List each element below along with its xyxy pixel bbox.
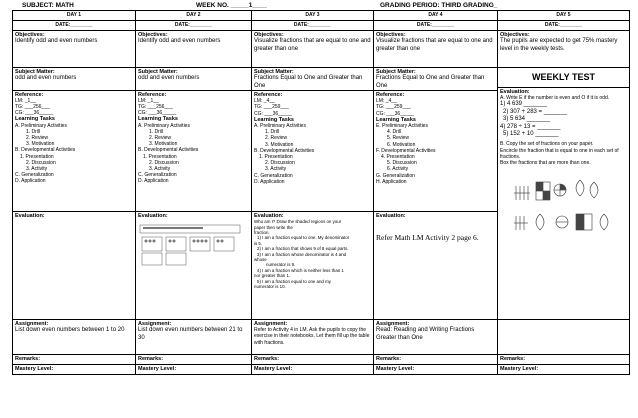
eval-item: 5) 152 + 10 _______: [503, 131, 559, 138]
evaluation-line: fraction.: [254, 230, 270, 236]
assignment-row: [13, 320, 630, 355]
subject-matter-label: Subject Matter:: [376, 69, 416, 75]
reference-lm: LM: _1__: [138, 97, 159, 104]
task-item: 1. Presentation: [259, 154, 293, 161]
evaluation-label: Evaluation:: [15, 213, 45, 219]
evaluation-line: numerator is 10.: [254, 284, 286, 290]
subject-matter-text: odd and even numbers: [138, 75, 200, 82]
evaluation-line: 2) I am a fraction that shows 9 of 8 equal parts.: [257, 246, 349, 252]
objectives-row: [13, 31, 630, 68]
eval-item: 1) 4 639 _______: [500, 101, 548, 108]
reference-tg: TG: ___259___: [254, 104, 289, 111]
day-4-assignment: [374, 320, 498, 355]
day-1-content: [13, 68, 136, 212]
fraction-exercise-image: [500, 170, 624, 242]
remarks-label: Remarks:: [15, 356, 41, 362]
day-2-heading: DAY 2: [136, 11, 252, 21]
reference-lm: LM: _1__: [15, 97, 36, 104]
task-item: E. Preliminary Activities: [376, 123, 428, 130]
content-row: [13, 68, 630, 212]
day-3-date: DATE:________: [252, 21, 374, 31]
learning-tasks-label: Learning Tasks: [138, 116, 178, 123]
evaluation-line: numerator is 9.: [266, 262, 296, 268]
reference-lm: LM: _4__: [376, 98, 397, 105]
task-item: 2. Review: [265, 135, 287, 142]
task-item: 1. Presentation: [143, 153, 177, 160]
reference-lm: LM: _4__: [254, 98, 275, 105]
task-item: 3. Activity: [26, 166, 48, 173]
objectives-text: The pupils are expected to get 75% mastery level in the weekly tests.: [500, 38, 618, 52]
task-item: B. Developmental Activities: [138, 147, 199, 154]
assignment-label: Assignment:: [138, 321, 172, 327]
day-row: [13, 11, 630, 21]
objectives-label: Objectives:: [500, 32, 530, 38]
day-1-date: DATE:________: [13, 21, 136, 31]
assignment-text: List down even numbers between 21 to 30: [138, 327, 243, 341]
subject-matter-label: Subject Matter:: [254, 69, 294, 75]
evaluation-note: Refer Math LM Activity 2 page 6.: [376, 233, 479, 243]
day-3-objectives: [252, 31, 374, 68]
task-item: D. Application: [254, 178, 285, 185]
reference-cg: CG: ___36_____: [138, 110, 177, 117]
day-3-assignment: [252, 320, 374, 355]
objectives-text: Visualize fractions that are equal to one and greater than one: [254, 38, 371, 52]
eval-instruction-b2: Encircle the fraction that is equal to one in each set of fractions.: [500, 147, 619, 160]
task-item: H. Application: [376, 178, 407, 185]
mastery-label: Mastery Level:: [138, 366, 177, 372]
evaluation-line: 4) I am a fraction which is neither less than 1: [257, 267, 344, 273]
task-item: B. Developmental Activities: [15, 147, 76, 154]
day-4-heading: DAY 4: [374, 11, 498, 21]
reference-label: Reference:: [136, 90, 251, 98]
day-5-heading: DAY 5: [498, 11, 630, 21]
mastery-row: [13, 365, 630, 375]
remarks-label: Remarks:: [500, 356, 526, 362]
remarks-label: Remarks:: [138, 356, 164, 362]
subject-matter-label: Subject Matter:: [138, 69, 178, 75]
eval-item: 2) 307 + 283 = _______: [503, 108, 568, 115]
subject-matter-text: Fractions Equal to One and Greater than One: [254, 75, 363, 89]
day-5-date: DATE:________: [498, 21, 630, 31]
grading-header: GRADING PERIOD: THIRD GRADING_: [380, 2, 498, 9]
remarks-label: Remarks:: [254, 356, 280, 362]
odd-even-worksheet-image: [138, 223, 248, 267]
task-item: 4. Presentation: [381, 154, 415, 161]
day-2-remarks: [136, 355, 252, 365]
task-item: 2. Discussion: [265, 160, 295, 167]
evaluation-line: nor greater than 1.: [254, 273, 291, 279]
objectives-text: Identify odd and even numbers: [138, 38, 221, 45]
day-3-evaluation: [252, 212, 374, 320]
reference-tg: TG: ___256___: [15, 104, 50, 111]
evaluation-label: Evaluation:: [138, 213, 168, 219]
task-item: 1. Drill: [26, 128, 41, 135]
task-item: C. Generalization: [138, 172, 177, 179]
assignment-label: Assignment:: [254, 321, 288, 327]
eval-instruction-a: A. Write E if the number is even and O if it is odd.: [500, 95, 610, 102]
day-5-objectives: [498, 31, 630, 68]
day-2-date: DATE:________: [136, 21, 252, 31]
day-1-assignment: [13, 320, 136, 355]
eval-item: 4) 278 ÷ 13 = _______: [500, 123, 561, 130]
day-5-mastery: [498, 365, 630, 375]
task-item: 2. Discussion: [149, 159, 179, 166]
assignment-text: List down even numbers between 1 to 20: [15, 327, 125, 334]
weekly-test-title: WEEKLY TEST: [531, 72, 595, 82]
evaluation-label: Evaluation:: [498, 87, 629, 95]
subject-matter-label: Subject Matter:: [15, 69, 55, 75]
task-item: D. Application: [138, 178, 169, 185]
eval-item: 3) 5 634 _______: [503, 116, 551, 123]
day-5-content: [498, 68, 630, 320]
day-1-heading: DAY 1: [13, 11, 136, 21]
week-header: WEEK NO. _____1____: [196, 2, 267, 9]
task-item: 3. Motivation: [149, 141, 178, 148]
task-item: 3. Activity: [265, 166, 287, 173]
day-4-objectives: [374, 31, 498, 68]
evaluation-line: 3) I am a fraction whose denominator is 4 and: [257, 251, 347, 257]
task-item: 2. Review: [26, 135, 48, 142]
subject-matter-text: Fractions Equal to One and Greater than One: [376, 75, 485, 89]
reference-cg: CG: ___36_____: [15, 110, 54, 117]
task-item: 6. Activity: [387, 166, 409, 173]
learning-tasks-label: Learning Tasks: [376, 116, 416, 123]
day-5-remarks: [498, 355, 630, 365]
task-item: 3. Motivation: [265, 141, 294, 148]
day-3-remarks: [252, 355, 374, 365]
task-item: B. Developmental Activities: [254, 147, 315, 154]
evaluation-line: whose: [254, 257, 267, 263]
lesson-log-table: [12, 10, 630, 375]
task-item: C. Generalization: [15, 172, 54, 179]
objectives-label: Objectives:: [15, 32, 45, 38]
reference-cg: CG: ___36_____: [254, 110, 293, 117]
day-3-heading: DAY 3: [252, 11, 374, 21]
day-4-evaluation: [374, 212, 498, 320]
objectives-label: Objectives:: [138, 32, 168, 38]
reference-label: Reference:: [252, 90, 373, 98]
day-1-mastery: [13, 365, 136, 375]
day-1-objectives: [13, 31, 136, 68]
task-item: 1. Drill: [149, 128, 164, 135]
day-2-evaluation: [136, 212, 252, 320]
reference-tg: TG: ___256___: [138, 104, 173, 111]
evaluation-line: 1) I am a fraction equal to one. My denominator: [257, 235, 350, 241]
day-3-mastery: [252, 365, 374, 375]
date-row: [13, 21, 630, 31]
day-2-content: [136, 68, 252, 212]
task-item: 2. Discussion: [26, 159, 56, 166]
evaluation-label: Evaluation:: [376, 213, 406, 219]
reference-label: Reference:: [374, 90, 497, 98]
day-2-mastery: [136, 365, 252, 375]
assignment-text: Refer to Activity 4 in LM. Ask the pupils to copy the exercise in their notebooks. Let them fill up the table with fractions.: [254, 327, 370, 346]
evaluation-line: 5) I am a fraction equal to one and my: [257, 278, 331, 284]
subject-matter-text: odd and even numbers: [15, 75, 77, 82]
task-item: 1. Drill: [265, 129, 280, 136]
remarks-label: Remarks:: [376, 356, 402, 362]
mastery-label: Mastery Level:: [254, 366, 293, 372]
reference-cg: CG: ___36_____: [376, 110, 415, 117]
task-item: A. Preliminary Activities: [254, 123, 306, 130]
learning-tasks-label: Learning Tasks: [15, 116, 55, 123]
task-item: 5. Discussion: [387, 160, 417, 167]
evaluation-line: paper then write the: [254, 224, 293, 230]
mastery-label: Mastery Level:: [500, 366, 539, 372]
subject-header: SUBJECT: MATH: [22, 2, 74, 9]
task-item: A. Preliminary Activities: [138, 122, 190, 129]
assignment-label: Assignment:: [15, 321, 49, 327]
eval-instruction-b: B. Copy the set of fractions on your paper.: [500, 141, 594, 148]
task-item: C. Generalization: [254, 172, 293, 179]
task-item: 1. Presentation: [20, 153, 54, 160]
objectives-text: Visualize fractions that are equal to one and greater than one: [376, 38, 493, 52]
evaluation-line: Who am I? Draw the shaded regions on your: [254, 219, 342, 225]
task-item: 2. Review: [149, 135, 171, 142]
reference-label: Reference:: [13, 90, 135, 98]
objectives-text: Identify odd and even numbers: [15, 38, 98, 45]
task-item: 6. Motivation: [387, 141, 416, 148]
task-item: F. Developmental Activities: [376, 147, 436, 154]
day-4-date: DATE:________: [374, 21, 498, 31]
task-item: 5. Review: [387, 135, 409, 142]
mastery-label: Mastery Level:: [376, 366, 415, 372]
task-item: 4. Drill: [387, 129, 402, 136]
day-4-mastery: [374, 365, 498, 375]
task-item: 3. Activity: [149, 166, 171, 173]
task-item: A. Preliminary Activities: [15, 122, 67, 129]
learning-tasks-label: Learning Tasks: [254, 116, 294, 123]
day-1-remarks: [13, 355, 136, 365]
evaluation-line: is 5.: [254, 240, 263, 246]
task-item: 3. Motivation: [26, 141, 55, 148]
mastery-label: Mastery Level:: [15, 366, 54, 372]
day-5-assignment: [498, 320, 630, 355]
day-1-evaluation: [13, 212, 136, 320]
task-item: G. Generalization: [376, 172, 415, 179]
reference-tg: TG: ___259___: [376, 104, 411, 111]
day-4-content: [374, 68, 498, 212]
day-2-assignment: [136, 320, 252, 355]
task-item: D. Application: [15, 178, 46, 185]
objectives-label: Objectives:: [376, 32, 406, 38]
eval-instruction-b3: Box the fractions that are more than one.: [500, 160, 591, 167]
objectives-label: Objectives:: [254, 32, 284, 38]
day-4-remarks: [374, 355, 498, 365]
assignment-text: Read: Reading and Writing Fractions Greater than One: [376, 327, 475, 341]
assignment-label: Assignment:: [376, 321, 410, 327]
evaluation-label: Evaluation:: [254, 213, 284, 219]
day-3-content: [252, 68, 374, 212]
remarks-row: [13, 355, 630, 365]
day-2-objectives: [136, 31, 252, 68]
